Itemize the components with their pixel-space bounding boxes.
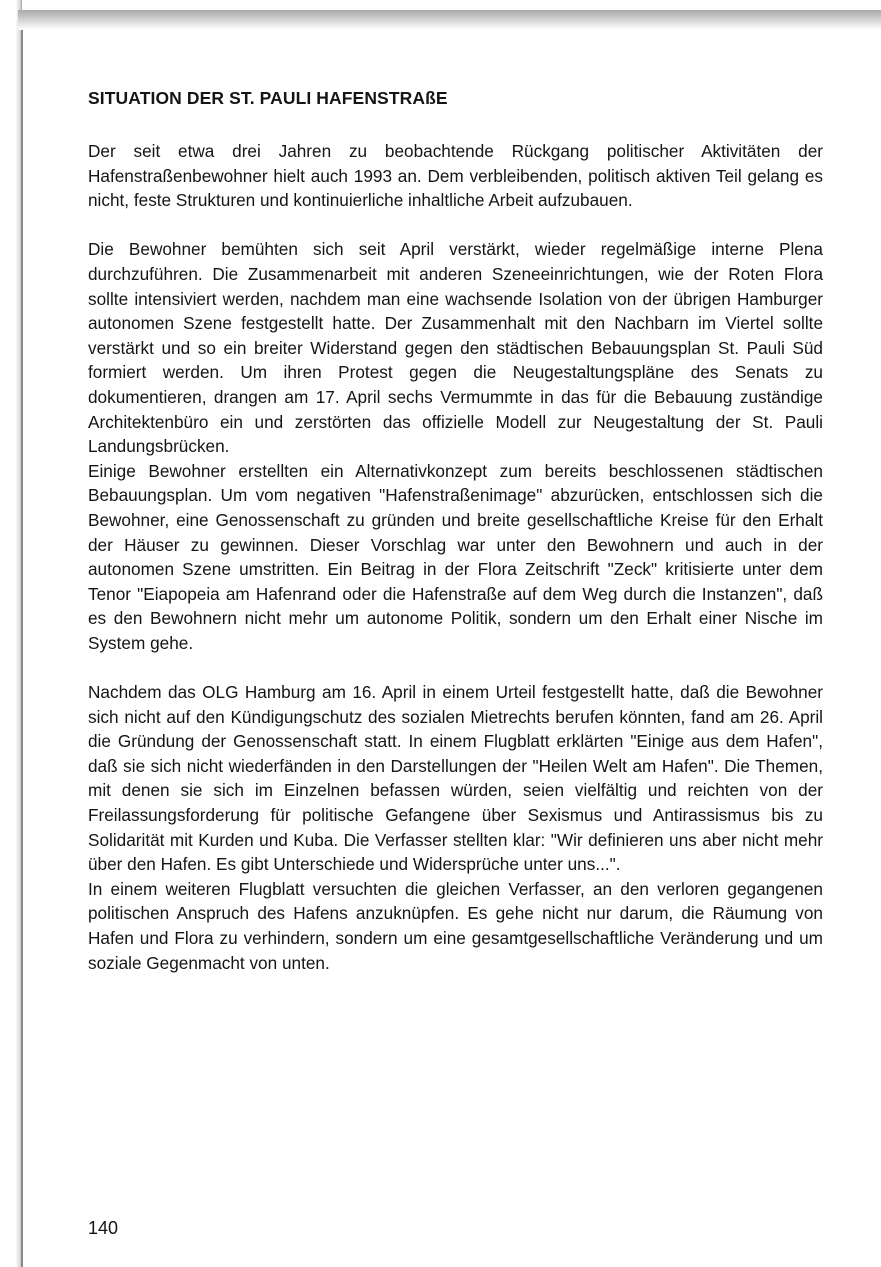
paragraph-4: Nachdem das OLG Hamburg am 16. April in einem Urteil festgestellt hatte, daß die Bewohner sich nicht auf den Kündigungschutz des sozialen Mietrechts berufen könnten, fand am 26. April die Gründung der Genossenschaft statt. In einem Flugblatt erklärten "Einige aus dem Hafen", daß sie sich nicht wiederfänden in den Darstellungen der "Heilen Welt am Hafen". Die Themen, mit denen sie sich im Einzelnen befassen würden, seien vielfältig und reichten von der Freilassungsforderung für politische Gefangene über Sexismus und Antirassismus bis zu Solidarität mit Kurden und Kuba. Die Verfasser stellten klar: "Wir definieren uns aber nicht mehr über den Hafen. Es gibt Unterschiede und Widersprüche unter uns...". bbox=[88, 682, 823, 875]
page-title: SITUATION DER ST. PAULI HAFENSTRAßE bbox=[88, 88, 448, 108]
paragraph-3: Einige Bewohner erstellten ein Alternativkonzept zum bereits beschlossenen städtischen Bebauungsplan. Um vom negativen "Hafenstraßenimage" abzurücken, entschlossen sich die Bewohner, eine Genossenschaft zu gründen und breite gesellschaftliche Kreise für den Erhalt der Häuser zu gewinnen. Dieser Vorschlag war unter den Bewohnern und auch in der autonomen Szene umstritten. Ein Beitrag in der Flora Zeitschrift "Zeck" kritisierte unter dem Tenor "Eiapopeia am Hafenrand oder die Hafenstraße auf dem Weg durch die Instanzen", daß es den Bewohnern nicht mehr um autonome Politik, sondern um den Erhalt einer Nische im System gehe. bbox=[88, 460, 823, 653]
paragraph-1: Der seit etwa drei Jahren zu beobachtende Rückgang politischer Aktivitäten der Hafenstraßenbewohner hielt auch 1993 an. Dem verbleibenden, politisch aktiven Teil gelang es nicht, feste Strukturen und kontinuierliche inhaltliche Arbeit aufzubauen. bbox=[88, 141, 823, 211]
paragraph-5: In einem weiteren Flugblatt versuchten die gleichen Verfasser, an den verloren gegangenen politischen Anspruch des Hafens anzuknüpfen. Es gehe nicht nur darum, die Räumung von Hafen und Flora zu verhindern, sondern um eine gesamtgesellschaftliche Veränderung und um soziale Gegenmacht von unten. bbox=[88, 878, 823, 973]
paragraph-2: Die Bewohner bemühten sich seit April verstärkt, wieder regelmäßige interne Plena durchzuführen. Die Zusammenarbeit mit anderen Szeneeinrichtungen, wie der Roten Flora sollte intensiviert werden, nachdem man eine wachsende Isolation von der übrigen Hamburger autonomen Szene festgestellt hatte. Der Zusammenhalt mit den Nachbarn im Viertel sollte verstärkt und so ein breiter Widerstand gegen den städtischen Bebauungsplan St. Pauli Süd formiert werden. Um ihren Protest gegen die Neugestaltungspläne des Senats zu dokumentieren, drangen am 17. April sechs Vermummte in das für die Bebauung zuständige Architektenbüro ein und zerstörten das offizielle Modell zur Neugestaltung der St. Pauli Landungsbrücken. bbox=[88, 239, 823, 457]
page-number: 140 bbox=[88, 1218, 119, 1238]
document-page bbox=[88, 88, 823, 975]
scan-edge-top bbox=[18, 10, 881, 30]
scan-edge-line bbox=[21, 28, 23, 1267]
scan-edge-left bbox=[0, 0, 22, 1267]
